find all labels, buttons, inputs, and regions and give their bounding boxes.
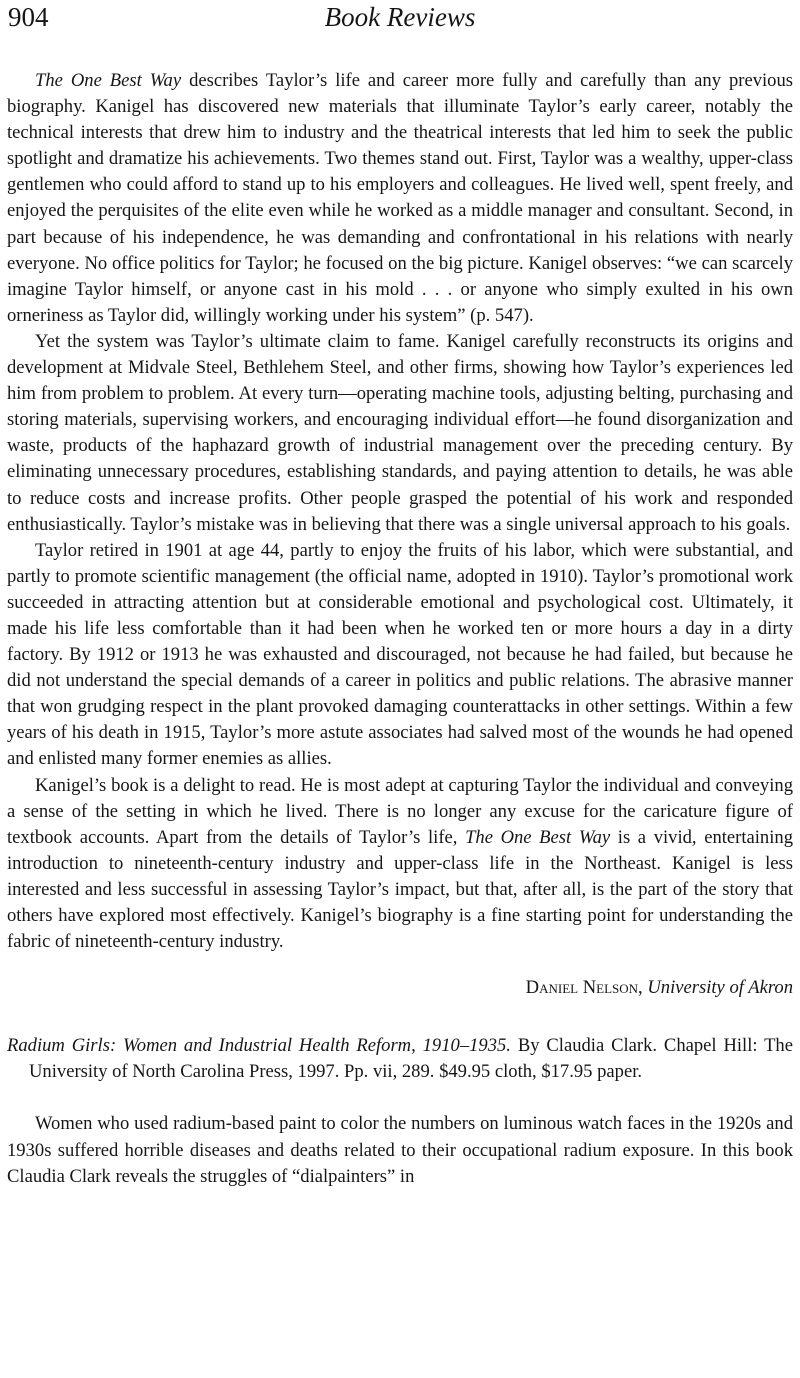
review2-paragraph-1: Women who used radium-based paint to color the numbers on luminous watch faces in the 1920s and 1930s suffered horrible diseases and deaths related to their occupational radium exposure. In this book Claudia Clark reveals the struggles of “dialpainters” in (7, 1113, 793, 1187)
running-head (8, 0, 792, 38)
review1-paragraph-3: Taylor retired in 1901 at age 44, partly to enjoy the fruits of his labor, which were substantial, and partly to promote scientific management (the official name, adopted in 1910). Taylor’s promotional work succeeded in attracting attention but at considerable emotional and psychological cost. Ultimately, it made his life less comfortable than it had been when he worked ten or more hours a day in a dirty factory. By 1912 or 1913 he was exhausted and discouraged, not because he had failed, but because he did not understand the special demands of a career in politics and public relations. The abrasive manner that won grudging respect in the plant provoked damaging counterattacks in other settings. Within a few years of his death in 1915, Taylor’s more astute associates had salved most of the wounds he had opened and enlisted many former enemies as allies. (7, 539, 793, 770)
review1-paragraph-4 (7, 773, 793, 956)
paragraph-text: is a vivid, entertaining introduction to nineteenth-century industry and upper-class life in the Northeast. Kanigel is less interested and less successful in assessing Taylor’s impact, but that, after all, is the part of the story that others have explored most effectively. Kanigel’s biography is a fine starting point for understanding the fabric of nineteenth-century industry. (7, 826, 793, 953)
reviewer-signature (7, 975, 793, 1001)
book-title: The One Best Way (35, 70, 182, 91)
review1-paragraph-1 (7, 68, 793, 329)
paragraph-text: describes Taylor’s life and career more fully and carefully than any previous biography. Kanigel has discovered new materials that illuminate Taylor’s early career, notably the technical interests that drew him to industry and the theatrical interests that led him to seek the public spotlight and dramatize his achievements. Two themes stand out. First, Taylor was a wealthy, upper-class gentlemen who could afford to stand up to his employers and colleagues. He lived well, spent freely, and enjoyed the perquisites of the elite even while he worked as a middle manager and consultant. Second, in part because of his independence, he was demanding and confrontational in his relations with nearly everyone. No office politics for Taylor; he focused on the big picture. Kanigel observes: “we can scarcely imagine Taylor himself, or anyone cast in his mold . . . or anyone who simply exulted in his own orneriness as Taylor did, willingly working under his system” (p. 547). (7, 70, 793, 326)
section-title: Book Reviews (324, 2, 476, 32)
paragraph-text: Kanigel’s book is a delight to read. He is most adept at capturing Taylor the individual and conveying a sense of the setting in which he lived. There is no longer any excuse for the caricature figure of textbook accounts. Apart from the details of Taylor’s life, (7, 774, 793, 848)
citation-details: By Claudia Clark. Chapel Hill: The University of North Carolina Press, 1997. Pp. vii, 289. $49.95 cloth, $17.95 paper. (29, 1035, 793, 1083)
review2-citation (7, 1033, 793, 1085)
spacer (7, 1085, 793, 1111)
book-title: The One Best Way (465, 826, 611, 848)
body-text (7, 68, 793, 1190)
review1-paragraph-2: Yet the system was Taylor’s ultimate claim to fame. Kanigel carefully reconstructs its origins and development at Midvale Steel, Bethlehem Steel, and other firms, showing how Taylor’s experiences led him from problem to problem. At every turn—operating machine tools, adjusting belting, purchasing and storing materials, supervising workers, and encouraging individual effort—he found disorganization and waste, products of the haphazard growth of industrial management over the preceding century. By eliminating unnecessary procedures, establishing standards, and paying attention to details, he was able to reduce costs and increase profits. Other people grasped the potential of his work and responded enthusiastically. Taylor’s mistake was in believing that there was a single universal approach to his goals. (7, 330, 793, 535)
page-number: 904 (8, 2, 49, 32)
book-title: Radium Girls: Women and Industrial Health Reform, 1910–1935. (7, 1035, 511, 1057)
reviewer-name: Daniel Nelson, (525, 977, 643, 999)
reviewer-affiliation: University of Akron (647, 977, 793, 999)
